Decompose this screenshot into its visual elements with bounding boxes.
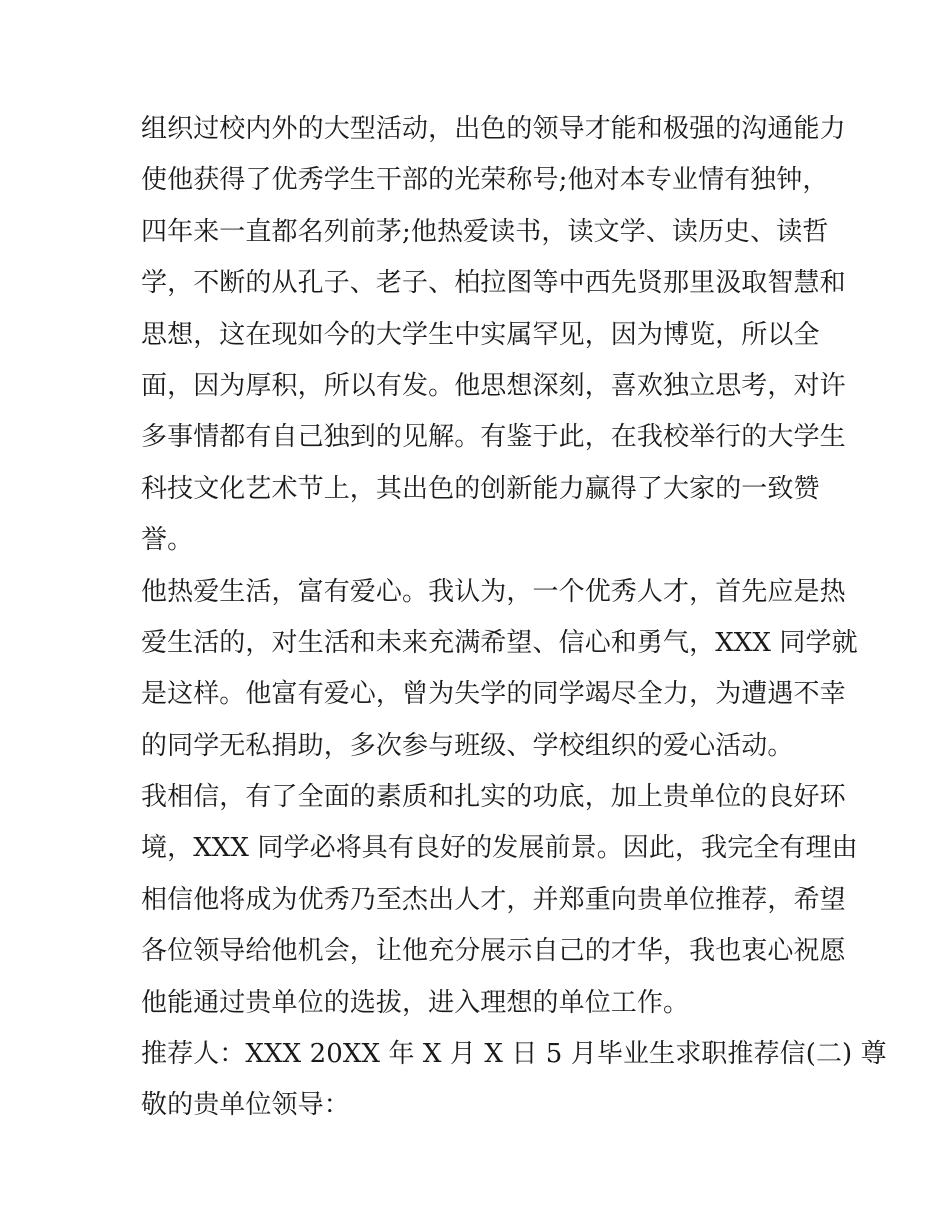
text-line: 组织过校内外的大型活动，出色的领导才能和极强的沟通能力 [141, 114, 846, 144]
text-line: 面，因为厚积，所以有发。他思想深刻，喜欢独立思考，对许 [141, 370, 846, 401]
letter-body [141, 104, 887, 1132]
text-line: 科技文化艺术节上，其出色的创新能力赢得了大家的一致赞 [141, 473, 820, 504]
text-line: 学，不断的从孔子、老子、柏拉图等中西先贤那里汲取智慧和 [141, 268, 846, 299]
text-line: 使他获得了优秀学生干部的光荣称号;他对本专业情有独钟， [141, 165, 829, 196]
text-line: 境，XXX 同学必将具有良好的发展前景。因此，我完全有理由 [141, 833, 858, 864]
text-line: 他能通过贵单位的选拔，进入理想的单位工作。 [141, 987, 690, 1018]
text-line: 我相信，有了全面的素质和扎实的功底，加上贵单位的良好环 [141, 782, 846, 813]
text-line: 他热爱生活，富有爱心。我认为，一个优秀人才，首先应是热 [141, 576, 846, 607]
text-line: 各位领导给他机会，让他充分展示自己的才华，我也衷心祝愿 [141, 936, 846, 967]
text-line: 誉。 [141, 525, 194, 556]
text-line: 敬的贵单位领导： [141, 1090, 350, 1121]
text-line: 爱生活的，对生活和未来充满希望、信心和勇气，XXX 同学就 [141, 627, 858, 658]
text-line: 是这样。他富有爱心，曾为失学的同学竭尽全力，为遭遇不幸 [141, 679, 846, 710]
text-line: 多事情都有自己独到的见解。有鉴于此，在我校举行的大学生 [141, 422, 846, 453]
text-line: 相信他将成为优秀乃至杰出人才，并郑重向贵单位推荐，希望 [141, 884, 846, 915]
text-line: 推荐人：XXX 20XX 年 X 月 X 日 5 月毕业生求职推荐信(二) 尊 [141, 1039, 887, 1070]
text-line: 的同学无私捐助，多次参与班级、学校组织的爱心活动。 [141, 730, 794, 761]
text-line: 四年来一直都名列前茅;他热爱读书，读文学、读历史、读哲 [141, 216, 829, 247]
text-line: 思想，这在现如今的大学生中实属罕见，因为博览，所以全 [141, 319, 820, 350]
